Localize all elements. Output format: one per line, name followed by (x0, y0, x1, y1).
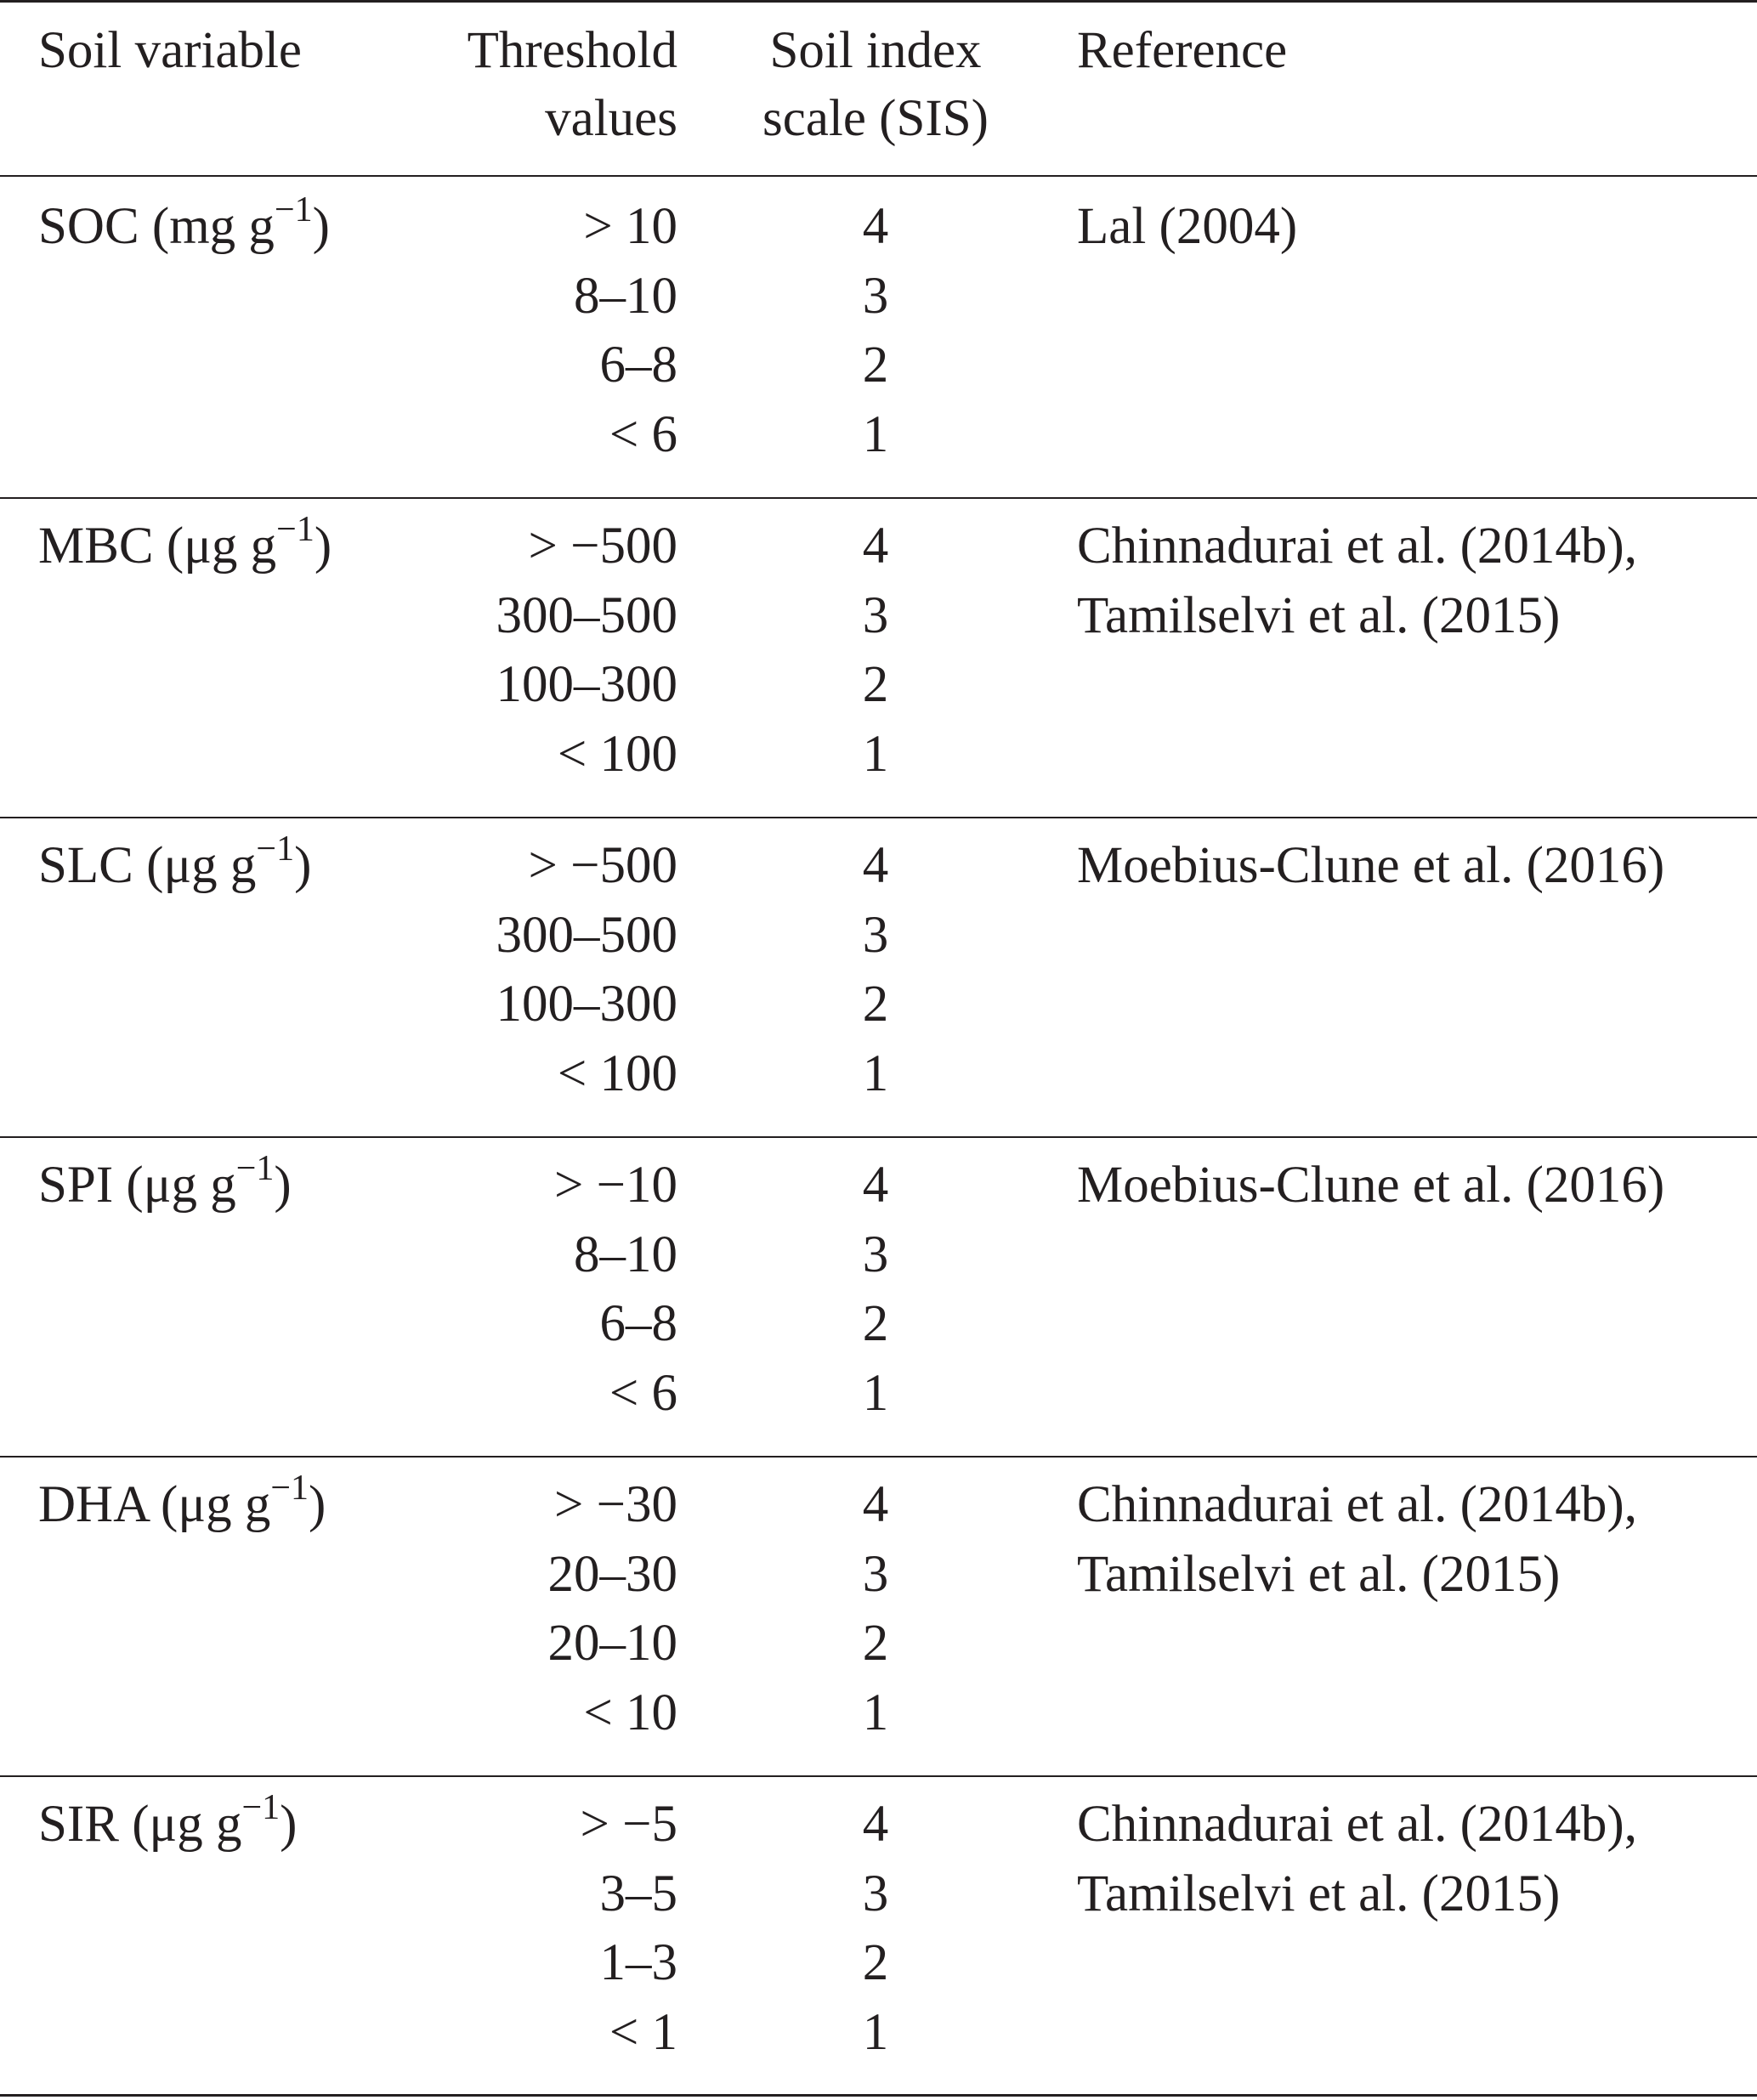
sis-value-cell: 1 (862, 2003, 889, 2061)
table-bottom-rule (0, 2094, 1757, 2097)
reference-cell (1077, 1152, 1664, 1221)
threshold-value-cell: 1–3 (599, 1934, 677, 1991)
soil-variable-cell (38, 190, 330, 261)
threshold-value-cell: < 100 (557, 1044, 677, 1102)
reference-line: Tamilselvi et al. (2015) (1077, 586, 1561, 644)
soil-variable-unit (166, 510, 332, 575)
unit-exponent: −1 (235, 1149, 275, 1188)
reference-line: Moebius-Clune et al. (2016) (1077, 837, 1665, 894)
sis-value-cell: 2 (862, 656, 889, 713)
soil-variable-unit (126, 1149, 292, 1214)
soil-variable-name: SLC (38, 837, 133, 894)
threshold-value-cell: 300–500 (496, 906, 677, 964)
header-threshold-line-1: Threshold (467, 22, 677, 79)
group-separator-rule (0, 1456, 1757, 1458)
soil-variable-unit (161, 1469, 326, 1533)
group-separator-rule (0, 1136, 1757, 1138)
reference-line: Chinnadurai et al. (2014b), (1077, 1476, 1637, 1533)
reference-line: Tamilselvi et al. (2015) (1077, 1545, 1561, 1603)
threshold-value-cell: > 10 (583, 198, 677, 255)
sis-value-cell: 4 (862, 1796, 889, 1853)
sis-value-cell: 3 (862, 906, 889, 964)
reference-line: Tamilselvi et al. (2015) (1077, 1865, 1561, 1922)
reference-cell (1077, 832, 1664, 902)
sis-value-cell: 2 (862, 1295, 889, 1352)
soil-variable-name: SOC (38, 198, 139, 255)
soil-variable-name: MBC (38, 518, 154, 575)
threshold-value-cell: 8–10 (574, 1225, 677, 1283)
unit-close: ) (274, 1157, 292, 1214)
sis-value-cell: 1 (862, 1684, 889, 1741)
sis-value-cell: 2 (862, 1934, 889, 1991)
sis-value-cell: 4 (862, 518, 889, 575)
unit-close: ) (280, 1796, 298, 1853)
unit-close: ) (312, 198, 330, 255)
threshold-value-cell: 20–10 (547, 1615, 677, 1672)
sis-value-cell: 1 (862, 725, 889, 783)
reference-cell (1077, 1471, 1637, 1610)
reference-line: Moebius-Clune et al. (2016) (1077, 1157, 1665, 1214)
header-sis-line-2: scale (SIS) (762, 90, 989, 147)
unit-base: (μg g (166, 518, 277, 575)
unit-exponent: −1 (274, 190, 313, 229)
unit-base: (mg g (151, 198, 275, 255)
header-threshold-values (468, 17, 677, 153)
threshold-value-cell: > −5 (580, 1796, 677, 1853)
unit-close: ) (294, 837, 312, 894)
soil-variable-unit (132, 1788, 298, 1853)
unit-exponent: −1 (276, 510, 315, 549)
unit-base: (μg g (146, 837, 257, 894)
sis-value-cell: 3 (862, 267, 889, 325)
header-soil-index-scale (757, 17, 995, 153)
threshold-value-cell: > −10 (553, 1157, 677, 1214)
reference-cell (1077, 512, 1637, 651)
threshold-value-cell: < 10 (583, 1684, 677, 1741)
soil-variable-unit (151, 190, 330, 255)
reference-cell (1077, 193, 1297, 263)
table-top-rule (0, 0, 1757, 3)
header-reference: Reference (1077, 22, 1288, 79)
soil-variable-name: SIR (38, 1796, 119, 1853)
soil-variable-name: SPI (38, 1157, 114, 1214)
reference-cell (1077, 1791, 1637, 1929)
soil-variable-cell (38, 829, 312, 900)
threshold-value-cell: 20–30 (547, 1545, 677, 1603)
soil-variable-cell (38, 1788, 298, 1859)
sis-value-cell: 3 (862, 586, 889, 644)
threshold-value-cell: > −500 (528, 837, 677, 894)
reference-line: Lal (2004) (1077, 198, 1298, 255)
header-soil-variable: Soil variable (38, 22, 303, 79)
threshold-value-cell: 6–8 (599, 337, 677, 393)
soil-variable-cell (38, 1471, 326, 1539)
sis-value-cell: 3 (862, 1865, 889, 1922)
soil-variable-cell (38, 512, 332, 580)
soil-variable-unit (146, 829, 312, 894)
sis-value-cell: 3 (862, 1225, 889, 1283)
unit-exponent: −1 (241, 1788, 281, 1827)
unit-base: (μg g (161, 1476, 271, 1533)
reference-line: Chinnadurai et al. (2014b), (1077, 1796, 1637, 1853)
threshold-value-cell: > −30 (553, 1476, 677, 1533)
sis-value-cell: 4 (862, 837, 889, 894)
threshold-value-cell: 3–5 (599, 1865, 677, 1922)
group-separator-rule (0, 497, 1757, 499)
soil-variable-cell (38, 1149, 292, 1220)
sis-value-cell: 2 (862, 337, 889, 393)
sis-value-cell: 1 (862, 1364, 889, 1422)
threshold-value-cell: 6–8 (599, 1295, 677, 1352)
reference-line: Chinnadurai et al. (2014b), (1077, 518, 1637, 575)
unit-base: (μg g (132, 1796, 242, 1853)
unit-exponent: −1 (270, 1469, 309, 1508)
sis-value-cell: 4 (862, 1476, 889, 1533)
threshold-value-cell: < 6 (609, 1364, 677, 1422)
soil-variable-name: DHA (38, 1476, 148, 1533)
unit-close: ) (314, 518, 332, 575)
sis-value-cell: 1 (862, 1044, 889, 1102)
threshold-value-cell: < 100 (557, 725, 677, 783)
threshold-value-cell: 100–300 (496, 976, 677, 1033)
sis-value-cell: 4 (862, 1157, 889, 1214)
sis-value-cell: 4 (862, 198, 889, 255)
unit-exponent: −1 (256, 829, 295, 869)
unit-close: ) (309, 1476, 326, 1533)
threshold-value-cell: > −500 (528, 518, 677, 575)
unit-base: (μg g (126, 1157, 236, 1214)
sis-value-cell: 3 (862, 1545, 889, 1603)
sis-value-cell: 1 (862, 405, 889, 463)
sis-value-cell: 2 (862, 976, 889, 1033)
threshold-value-cell: < 1 (609, 2003, 677, 2061)
group-separator-rule (0, 175, 1757, 177)
threshold-value-cell: < 6 (609, 405, 677, 463)
header-sis-line-1: Soil index (769, 22, 982, 79)
threshold-value-cell: 100–300 (496, 656, 677, 713)
threshold-value-cell: 8–10 (574, 267, 677, 325)
header-threshold-line-2: values (545, 90, 677, 147)
threshold-value-cell: 300–500 (496, 586, 677, 644)
group-separator-rule (0, 1775, 1757, 1777)
group-separator-rule (0, 817, 1757, 818)
sis-value-cell: 2 (862, 1615, 889, 1672)
